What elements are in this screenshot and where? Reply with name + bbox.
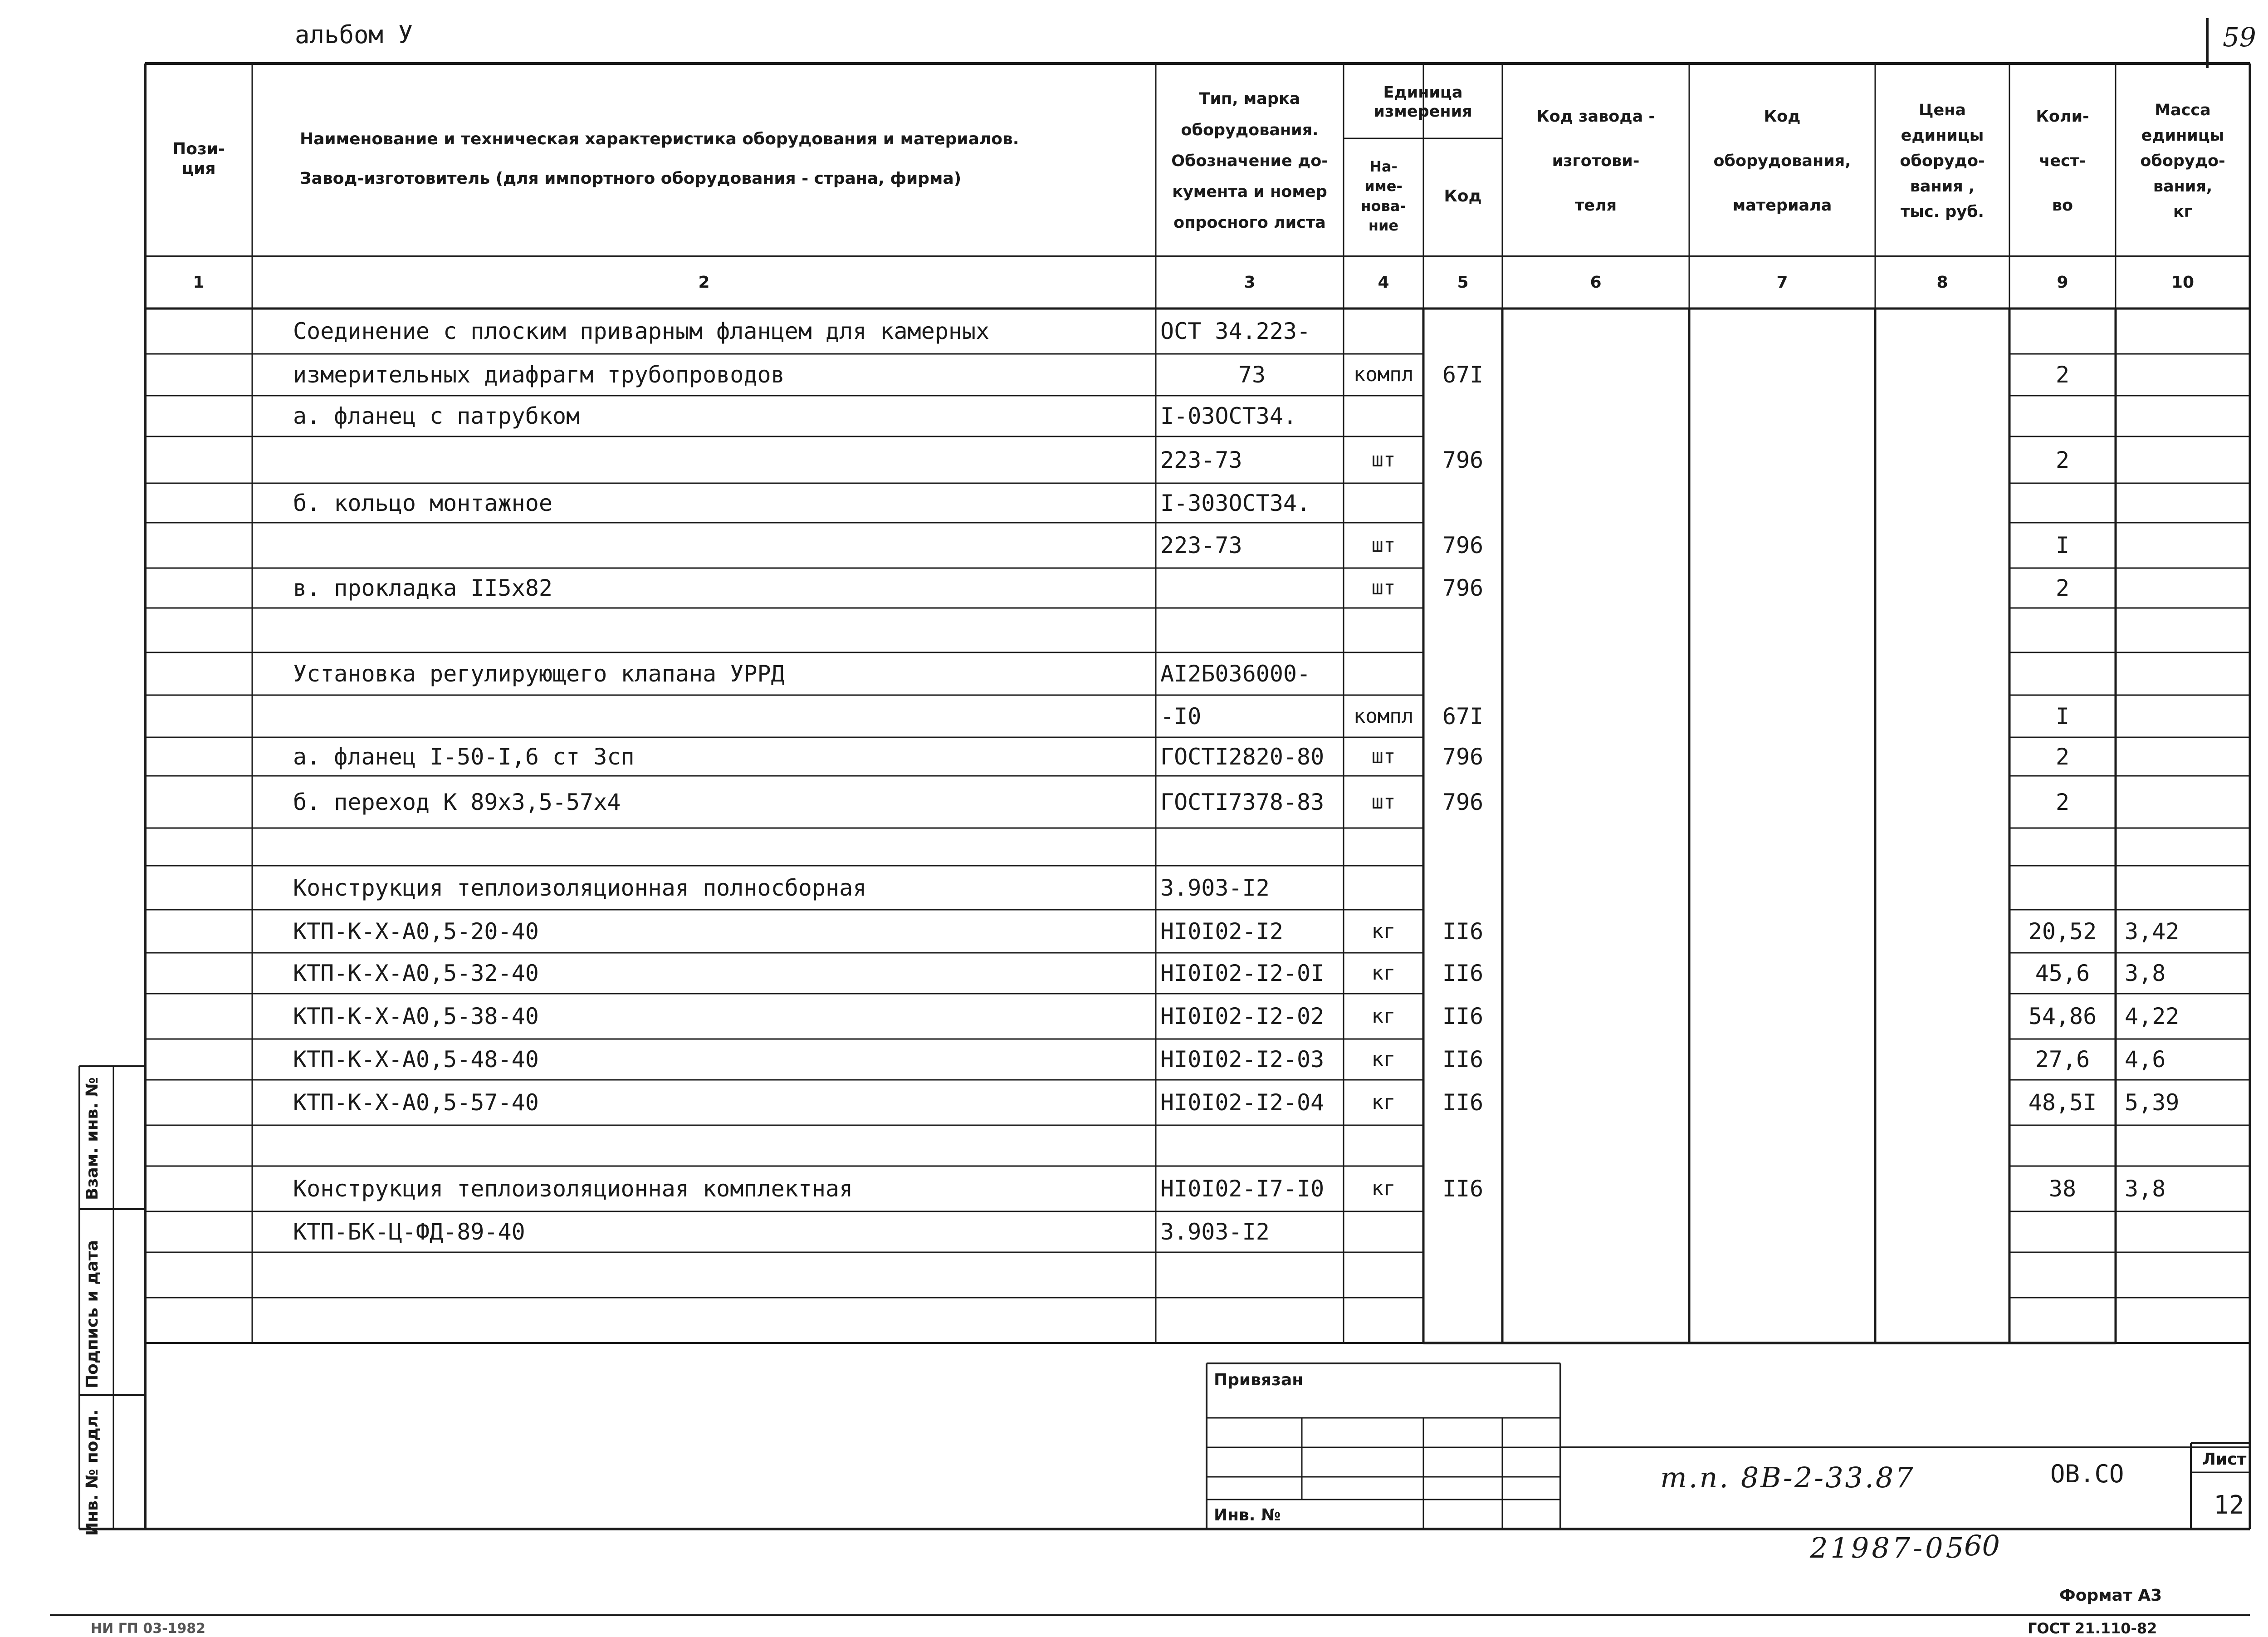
col-header-mass: Масса единицы оборудо- вания, кг — [2140, 101, 2225, 221]
tb-list-label: Лист — [2202, 1450, 2247, 1469]
row-unit: шт — [1371, 534, 1396, 557]
row-name: измерительных диафрагм трубопроводов — [293, 362, 785, 388]
row-name: КТП-БК-Ц-ФД-89-40 — [293, 1219, 525, 1245]
row-unit: шт — [1371, 576, 1396, 599]
row-quantity: I — [2055, 703, 2070, 730]
row-doc: -I0 — [1160, 703, 1202, 730]
stamp-inv-podl-label: Инв. № подл. — [83, 1409, 102, 1536]
col-header-doc: Тип, марка оборудования. Обозначение до- кумента и номер опросного листа — [1171, 90, 1328, 232]
row-name: КТП-К-Х-А0,5-57-40 — [293, 1089, 539, 1116]
row-unit-code: II6 — [1442, 1089, 1484, 1116]
tb-privyazan: Привязан — [1214, 1371, 1304, 1389]
row-mass: 4,6 — [2125, 1046, 2166, 1073]
row-unit: кг — [1371, 961, 1396, 985]
row-unit: компл — [1353, 704, 1414, 728]
footer-format: Формат А3 — [2059, 1586, 2162, 1605]
col-header-price: Цена единицы оборудо- вания , тыс. руб. — [1900, 101, 1985, 221]
col-header-material-code: Код оборудования, материала — [1713, 107, 1851, 215]
footer-gost: ГОСТ 21.110-82 — [2028, 1620, 2157, 1637]
row-unit-code: 796 — [1442, 575, 1484, 601]
row-doc: HI0I02-I2-04 — [1160, 1089, 1325, 1116]
row-name: б. кольцо монтажное — [293, 490, 552, 516]
row-unit-code: II6 — [1442, 1176, 1484, 1202]
row-unit-code: 796 — [1442, 446, 1484, 473]
row-name: а. фланец с патрубком — [293, 403, 580, 429]
row-doc: I-03ОСТ34. — [1160, 403, 1297, 429]
row-name: КТП-К-Х-А0,5-20-40 — [293, 918, 539, 945]
footer-stamp-number: 21987-05 — [1810, 1531, 1967, 1564]
col-number-3: 3 — [1244, 273, 1256, 292]
row-name: Конструкция теплоизоляционная полносборная — [293, 874, 867, 901]
row-doc: HI0I02-I2-02 — [1160, 1003, 1325, 1029]
stamp-vzam-label: Взам. инв. № — [83, 1077, 102, 1200]
row-name: Конструкция теплоизоляционная комплектная — [293, 1176, 853, 1202]
col-header-quantity: Коли- чест- во — [2036, 107, 2089, 215]
row-doc: 3.903-I2 — [1160, 1219, 1270, 1245]
row-unit: компл — [1353, 363, 1414, 386]
row-name: КТП-К-Х-А0,5-48-40 — [293, 1046, 539, 1073]
row-unit: кг — [1371, 1091, 1396, 1114]
tb-doc-code: ОВ.СО — [2050, 1460, 2124, 1488]
row-unit: кг — [1371, 1177, 1396, 1200]
col-header-unit-group: Единица измерения — [1374, 83, 1472, 121]
footer-left-note: НИ ГП 03-1982 — [91, 1621, 206, 1637]
row-name: КТП-К-Х-А0,5-32-40 — [293, 960, 539, 986]
col-number-6: 6 — [1590, 273, 1602, 292]
footer-stamp-page: 60 — [1964, 1529, 2000, 1562]
col-header-name: Наименование и техническая характеристика оборудования и материалов. Завод-изготовитель (для импортного оборудования - страна, фирма) — [300, 130, 1019, 188]
row-quantity: 2 — [2055, 743, 2070, 770]
row-mass: 3,42 — [2125, 918, 2180, 945]
row-unit-code: II6 — [1442, 918, 1484, 945]
row-quantity: 54,86 — [2028, 1003, 2097, 1029]
col-header-factory-code: Код завода - изготови- теля — [1536, 107, 1655, 215]
col-number-9: 9 — [2057, 273, 2068, 292]
album-label: альбом У — [295, 20, 413, 49]
row-doc: 223-73 — [1160, 532, 1242, 559]
row-quantity: 27,6 — [2035, 1046, 2090, 1073]
row-mass: 3,8 — [2125, 1176, 2166, 1202]
stamp-podpis-label: Подпись и дата — [83, 1240, 102, 1388]
col-number-8: 8 — [1936, 273, 1948, 292]
row-quantity: 20,52 — [2028, 918, 2097, 945]
col-header-unit-name: На- име- нова- ние — [1361, 158, 1406, 234]
tb-list-number: 12 — [2214, 1490, 2244, 1520]
row-quantity: 2 — [2055, 362, 2070, 388]
row-doc: HI0I02-I2 — [1160, 918, 1283, 945]
row-doc: 223-73 — [1160, 446, 1242, 473]
col-number-4: 4 — [1378, 273, 1389, 292]
row-unit-code: 67I — [1442, 362, 1484, 388]
row-name: КТП-К-Х-А0,5-38-40 — [293, 1003, 539, 1029]
row-unit-code: II6 — [1442, 1003, 1484, 1029]
row-mass: 5,39 — [2125, 1089, 2180, 1116]
row-unit-code: 67I — [1442, 703, 1484, 730]
col-number-10: 10 — [2171, 273, 2195, 292]
row-doc: AI2Б036000- — [1160, 661, 1311, 687]
row-doc: HI0I02-I2-0I — [1160, 960, 1325, 986]
row-quantity: 45,6 — [2035, 960, 2090, 986]
row-quantity: 38 — [2048, 1176, 2077, 1202]
row-name: а. фланец I-50-I,6 ст 3сп — [293, 743, 635, 770]
row-unit-code: 796 — [1442, 532, 1484, 559]
row-unit: шт — [1371, 790, 1396, 814]
row-quantity: I — [2055, 532, 2070, 559]
col-number-2: 2 — [698, 273, 710, 292]
row-unit-code: II6 — [1442, 960, 1484, 986]
row-name: в. прокладка II5x82 — [293, 575, 552, 601]
row-quantity: 2 — [2055, 446, 2070, 473]
tb-inv-no: Инв. № — [1214, 1506, 1281, 1524]
row-unit: шт — [1371, 745, 1396, 768]
col-header-unit-code: Код — [1444, 186, 1482, 206]
row-quantity: 2 — [2055, 575, 2070, 601]
row-unit: кг — [1371, 919, 1396, 943]
row-mass: 3,8 — [2125, 960, 2166, 986]
tb-project-number: т.п. 8В-2-33.87 — [1660, 1461, 1915, 1494]
col-number-7: 7 — [1776, 273, 1788, 292]
row-doc: ГОСТI7378-83 — [1160, 789, 1325, 815]
row-doc: ГОСТI2820-80 — [1160, 743, 1325, 770]
row-doc: HI0I02-I2-03 — [1160, 1046, 1325, 1073]
col-number-5: 5 — [1457, 273, 1469, 292]
row-name: б. переход К 89x3,5-57x4 — [293, 789, 621, 815]
row-name: Установка регулирующего клапана УРРД — [293, 661, 785, 687]
row-name: Соединение с плоским приварным фланцем для камерных — [293, 318, 990, 344]
row-mass: 4,22 — [2125, 1003, 2180, 1029]
row-unit: шт — [1371, 448, 1396, 471]
row-doc: HI0I02-I7-I0 — [1160, 1176, 1325, 1202]
col-number-1: 1 — [193, 273, 205, 292]
row-unit: кг — [1371, 1048, 1396, 1071]
row-quantity: 48,5I — [2028, 1089, 2097, 1116]
row-doc: 73 — [1238, 362, 1266, 388]
row-doc: 3.903-I2 — [1160, 874, 1270, 901]
row-unit-code: 796 — [1442, 743, 1484, 770]
row-unit-code: II6 — [1442, 1046, 1484, 1073]
row-unit-code: 796 — [1442, 789, 1484, 815]
col-header-position: Пози- ция — [172, 139, 225, 178]
row-quantity: 2 — [2055, 789, 2070, 815]
row-unit: кг — [1371, 1005, 1396, 1028]
row-doc: I-303ОСТ34. — [1160, 490, 1311, 516]
row-doc: ОСТ 34.223- — [1160, 318, 1311, 344]
page-number: 59 — [2223, 22, 2256, 53]
